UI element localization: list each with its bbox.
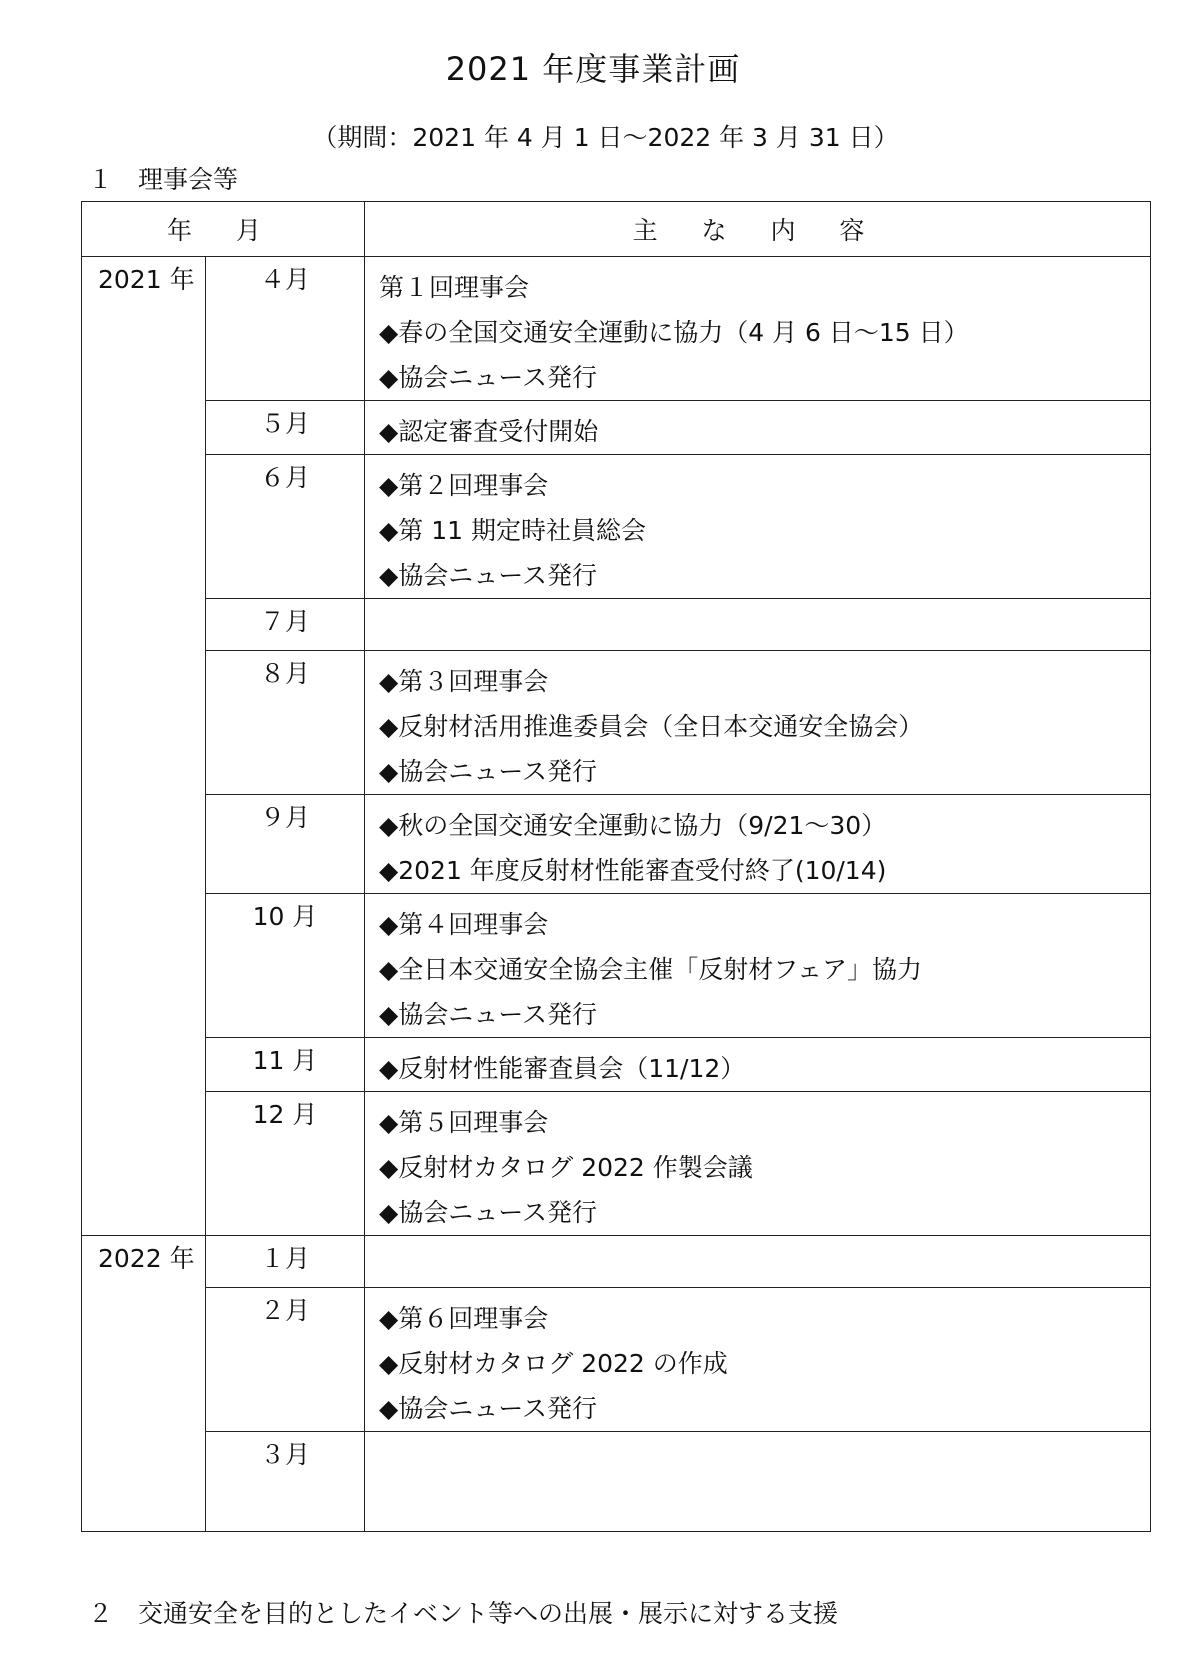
content-item: ◆第２回理事会 (379, 471, 549, 500)
month-cell: 10 月 (206, 894, 365, 1038)
table-row (82, 1092, 1151, 1236)
content-cell (365, 257, 1151, 401)
schedule-body (82, 257, 1151, 1532)
content-item: ◆反射材カタログ 2022 の作成 (379, 1349, 728, 1378)
table-row (82, 599, 1151, 651)
month-cell: １月 (206, 1236, 365, 1288)
table-row (82, 455, 1151, 599)
content-cell (365, 1236, 1151, 1288)
table-row (82, 651, 1151, 795)
month-cell: ８月 (206, 651, 365, 795)
table-row (82, 795, 1151, 894)
header-year-month: 年 月 (82, 202, 365, 257)
table-row (82, 1038, 1151, 1092)
table-row (82, 1432, 1151, 1532)
content-item: ◆反射材性能審査員会（11/12） (379, 1054, 746, 1083)
table-row (82, 257, 1151, 401)
month-cell: ９月 (206, 795, 365, 894)
section-2-heading (88, 1594, 838, 1630)
content-cell (365, 599, 1151, 651)
document-title: 2021 年度事業計画 (445, 50, 741, 88)
content-cell (365, 1038, 1151, 1092)
content-cell (365, 795, 1151, 894)
content-item: ◆第５回理事会 (379, 1108, 549, 1137)
month-cell: ７月 (206, 599, 365, 651)
content-item: ◆春の全国交通安全運動に協力（4 月 6 日～15 日） (379, 318, 969, 347)
section-1-number: １ (88, 165, 114, 194)
section-1-title: 理事会等 (138, 165, 239, 194)
table-row (82, 1288, 1151, 1432)
content-item: ◆協会ニュース発行 (379, 1198, 597, 1227)
schedule-table (81, 201, 1151, 1532)
year-cell: 2022 年 (82, 1236, 206, 1532)
month-cell: ６月 (206, 455, 365, 599)
content-item: ◆第 11 期定時社員総会 (379, 516, 646, 545)
month-cell: ５月 (206, 401, 365, 455)
month-cell: ３月 (206, 1432, 365, 1532)
content-item: ◆2021 年度反射材性能審査受付終了(10/14) (379, 856, 887, 885)
table-row (82, 1236, 1151, 1288)
content-item: ◆第４回理事会 (379, 910, 549, 939)
content-cell (365, 1288, 1151, 1432)
month-cell: ４月 (206, 257, 365, 401)
header-content: 主 な 内 容 (365, 202, 1151, 257)
content-item: ◆認定審査受付開始 (379, 417, 599, 446)
month-cell: 11 月 (206, 1038, 365, 1092)
content-cell (365, 401, 1151, 455)
period-text: （期間：2021 年 4 月 1 日～2022 年 3 月 31 日） (312, 123, 899, 152)
table-row (82, 894, 1151, 1038)
content-item: ◆協会ニュース発行 (379, 363, 597, 392)
content-cell (365, 455, 1151, 599)
content-item: ◆協会ニュース発行 (379, 1000, 597, 1029)
content-item: ◆全日本交通安全協会主催「反射材フェア」協力 (379, 955, 922, 984)
table-header-row (82, 202, 1151, 257)
content-item: ◆反射材カタログ 2022 作製会議 (379, 1153, 753, 1182)
content-item: ◆協会ニュース発行 (379, 561, 597, 590)
content-item: ◆秋の全国交通安全運動に協力（9/21～30） (379, 811, 887, 840)
content-item: ◆第３回理事会 (379, 667, 549, 696)
section-2-title: 交通安全を目的としたイベント等への出展・展示に対する支援 (138, 1599, 839, 1628)
content-cell (365, 1092, 1151, 1236)
month-cell: ２月 (206, 1288, 365, 1432)
content-item: ◆反射材活用推進委員会（全日本交通安全協会） (379, 712, 924, 741)
month-cell: 12 月 (206, 1092, 365, 1236)
content-item: ◆協会ニュース発行 (379, 757, 597, 786)
content-item: 第１回理事会 (379, 273, 530, 302)
content-cell (365, 894, 1151, 1038)
content-cell (365, 651, 1151, 795)
year-cell: 2021 年 (82, 257, 206, 1236)
content-item: ◆第６回理事会 (379, 1304, 549, 1333)
table-row (82, 401, 1151, 455)
section-2-number: ２ (88, 1599, 114, 1628)
section-1-heading (88, 160, 238, 196)
content-item: ◆協会ニュース発行 (379, 1394, 597, 1423)
content-cell (365, 1432, 1151, 1532)
